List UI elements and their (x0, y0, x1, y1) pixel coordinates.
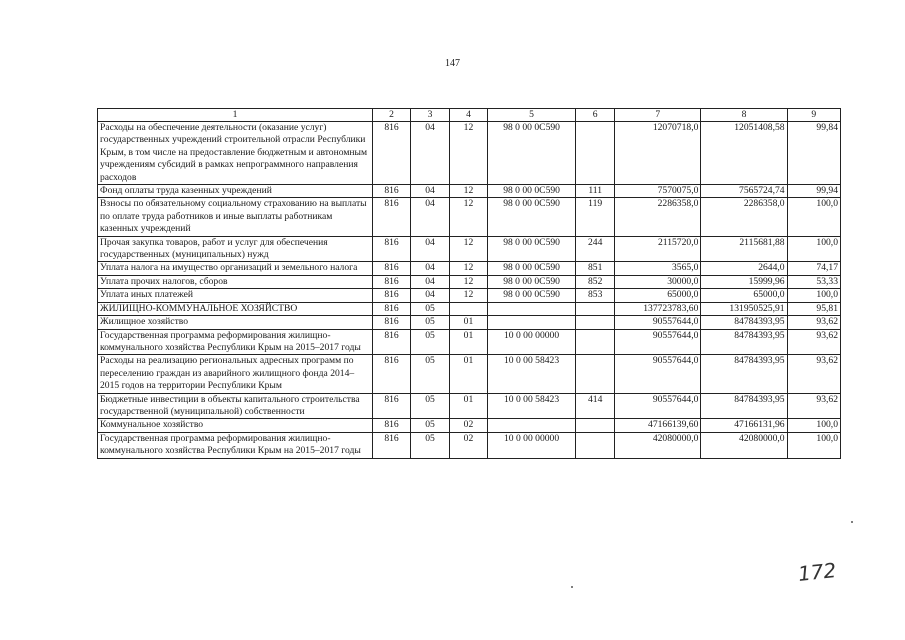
row-subsection-code: 12 (449, 236, 487, 262)
row-name: Расходы на обеспечение деятельности (оказание услуг) государственных учреждений строительной отрасли Республики Крым, в том числе на предоставление бюджетным и автономным учреждениям субсидий в рамках непрограммного направления расходов (98, 122, 373, 185)
row-percent: 100,0 (787, 236, 840, 262)
table-row (98, 198, 841, 236)
row-name: Уплата налога на имущество организаций и земельного налога (98, 262, 373, 275)
row-name: Бюджетные инвестиции в объекты капитального строительства государственной (муниципальной) собственности (98, 393, 373, 419)
column-header: 8 (701, 109, 787, 122)
row-subsection-code: 12 (449, 262, 487, 275)
row-expense-type (576, 316, 615, 329)
row-plan-amount: 47166139,60 (615, 419, 701, 432)
row-target-article: 98 0 00 0С590 (487, 262, 575, 275)
row-subsection-code: 02 (449, 419, 487, 432)
table-header-row (98, 109, 841, 122)
row-target-article: 98 0 00 0С590 (487, 289, 575, 302)
row-subsection-code: 01 (449, 329, 487, 355)
row-percent: 100,0 (787, 289, 840, 302)
row-section-code: 05 (411, 393, 450, 419)
row-actual-amount: 65000,0 (701, 289, 787, 302)
handwritten-page-mark: 172 (796, 558, 838, 586)
row-expense-type: 851 (576, 262, 615, 275)
row-actual-amount: 84784393,95 (701, 316, 787, 329)
row-name: Прочая закупка товаров, работ и услуг для обеспечения государственных (муниципальных) нужд (98, 236, 373, 262)
row-plan-amount: 65000,0 (615, 289, 701, 302)
row-expense-type: 244 (576, 236, 615, 262)
row-target-article: 10 0 00 00000 (487, 329, 575, 355)
table-row (98, 262, 841, 275)
row-plan-amount: 2286358,0 (615, 198, 701, 236)
row-plan-amount: 90557644,0 (615, 316, 701, 329)
row-section-code: 04 (411, 275, 450, 288)
row-subsection-code: 12 (449, 198, 487, 236)
row-ved-code: 816 (373, 198, 411, 236)
row-percent: 100,0 (787, 432, 840, 458)
row-plan-amount: 90557644,0 (615, 355, 701, 393)
row-section-code: 05 (411, 302, 450, 315)
row-target-article: 98 0 00 0С590 (487, 275, 575, 288)
row-target-article: 98 0 00 0С590 (487, 236, 575, 262)
table-row (98, 289, 841, 302)
page-number: 147 (445, 58, 460, 69)
row-name: Государственная программа реформирования жилищно-коммунального хозяйства Республики Крым на 2015–2017 годы (98, 329, 373, 355)
scan-speck (571, 586, 573, 588)
column-header: 9 (787, 109, 840, 122)
row-expense-type (576, 329, 615, 355)
row-ved-code: 816 (373, 262, 411, 275)
row-name: Коммунальное хозяйство (98, 419, 373, 432)
row-expense-type (576, 355, 615, 393)
row-ved-code: 816 (373, 393, 411, 419)
row-ved-code: 816 (373, 236, 411, 262)
row-subsection-code: 12 (449, 275, 487, 288)
row-ved-code: 816 (373, 329, 411, 355)
row-target-article: 98 0 00 0С590 (487, 122, 575, 185)
row-name: Расходы на реализацию региональных адресных программ по переселению граждан из аварийного жилищного фонда 2014–2015 годов на территории Республики Крым (98, 355, 373, 393)
row-ved-code: 816 (373, 419, 411, 432)
row-actual-amount: 42080000,0 (701, 432, 787, 458)
row-subsection-code: 01 (449, 316, 487, 329)
table-row (98, 355, 841, 393)
row-section-code: 05 (411, 419, 450, 432)
row-expense-type: 111 (576, 185, 615, 198)
column-header: 1 (98, 109, 373, 122)
row-section-code: 04 (411, 185, 450, 198)
row-section-code: 04 (411, 236, 450, 262)
row-section-code: 04 (411, 262, 450, 275)
row-subsection-code (449, 302, 487, 315)
column-header: 4 (449, 109, 487, 122)
row-target-article (487, 302, 575, 315)
table-row (98, 316, 841, 329)
row-actual-amount: 7565724,74 (701, 185, 787, 198)
table-row (98, 275, 841, 288)
row-actual-amount: 2115681,88 (701, 236, 787, 262)
row-actual-amount: 84784393,95 (701, 329, 787, 355)
column-header: 2 (373, 109, 411, 122)
table-row (98, 432, 841, 458)
row-section-code: 04 (411, 289, 450, 302)
row-target-article (487, 316, 575, 329)
row-expense-type (576, 122, 615, 185)
row-plan-amount: 7570075,0 (615, 185, 701, 198)
row-name: Фонд оплаты труда казенных учреждений (98, 185, 373, 198)
row-subsection-code: 12 (449, 185, 487, 198)
row-ved-code: 816 (373, 316, 411, 329)
row-subsection-code: 12 (449, 289, 487, 302)
row-actual-amount: 2644,0 (701, 262, 787, 275)
row-ved-code: 816 (373, 185, 411, 198)
row-name: Государственная программа реформирования жилищно-коммунального хозяйства Республики Крым на 2015–2017 годы (98, 432, 373, 458)
scan-speck (851, 521, 853, 523)
row-ved-code: 816 (373, 289, 411, 302)
row-ved-code: 816 (373, 275, 411, 288)
row-expense-type: 853 (576, 289, 615, 302)
row-target-article: 10 0 00 58423 (487, 355, 575, 393)
row-name: Уплата прочих налогов, сборов (98, 275, 373, 288)
row-section-code: 04 (411, 198, 450, 236)
column-header: 6 (576, 109, 615, 122)
row-expense-type (576, 302, 615, 315)
row-name: Уплата иных платежей (98, 289, 373, 302)
row-actual-amount: 12051408,58 (701, 122, 787, 185)
table-row (98, 329, 841, 355)
row-plan-amount: 90557644,0 (615, 393, 701, 419)
row-plan-amount: 30000,0 (615, 275, 701, 288)
row-ved-code: 816 (373, 355, 411, 393)
row-target-article (487, 419, 575, 432)
row-section-code: 05 (411, 329, 450, 355)
row-subsection-code: 01 (449, 355, 487, 393)
row-percent: 53,33 (787, 275, 840, 288)
row-percent: 93,62 (787, 329, 840, 355)
row-expense-type: 414 (576, 393, 615, 419)
row-target-article: 10 0 00 00000 (487, 432, 575, 458)
row-expense-type (576, 432, 615, 458)
row-percent: 99,84 (787, 122, 840, 185)
row-target-article: 98 0 00 0С590 (487, 185, 575, 198)
row-plan-amount: 90557644,0 (615, 329, 701, 355)
row-percent: 100,0 (787, 198, 840, 236)
row-name: ЖИЛИЩНО-КОММУНАЛЬНОЕ ХОЗЯЙСТВО (98, 302, 373, 315)
row-ved-code: 816 (373, 302, 411, 315)
row-plan-amount: 12070718,0 (615, 122, 701, 185)
row-expense-type: 119 (576, 198, 615, 236)
row-actual-amount: 131950525,91 (701, 302, 787, 315)
row-percent: 95,81 (787, 302, 840, 315)
row-percent: 93,62 (787, 355, 840, 393)
row-percent: 74,17 (787, 262, 840, 275)
table-row (98, 419, 841, 432)
budget-table (97, 108, 841, 459)
row-ved-code: 816 (373, 122, 411, 185)
table-row (98, 236, 841, 262)
row-percent: 93,62 (787, 393, 840, 419)
table-row (98, 122, 841, 185)
column-header: 3 (411, 109, 450, 122)
row-actual-amount: 15999,96 (701, 275, 787, 288)
row-expense-type (576, 419, 615, 432)
row-plan-amount: 42080000,0 (615, 432, 701, 458)
row-subsection-code: 02 (449, 432, 487, 458)
row-section-code: 05 (411, 432, 450, 458)
row-percent: 99,94 (787, 185, 840, 198)
row-subsection-code: 12 (449, 122, 487, 185)
row-section-code: 04 (411, 122, 450, 185)
row-actual-amount: 2286358,0 (701, 198, 787, 236)
row-ved-code: 816 (373, 432, 411, 458)
row-plan-amount: 3565,0 (615, 262, 701, 275)
row-plan-amount: 137723783,60 (615, 302, 701, 315)
row-actual-amount: 47166131,96 (701, 419, 787, 432)
row-actual-amount: 84784393,95 (701, 393, 787, 419)
row-percent: 100,0 (787, 419, 840, 432)
row-section-code: 05 (411, 316, 450, 329)
row-actual-amount: 84784393,95 (701, 355, 787, 393)
table-row (98, 393, 841, 419)
row-percent: 93,62 (787, 316, 840, 329)
column-header: 7 (615, 109, 701, 122)
row-plan-amount: 2115720,0 (615, 236, 701, 262)
row-target-article: 98 0 00 0С590 (487, 198, 575, 236)
column-header: 5 (487, 109, 575, 122)
table-row (98, 185, 841, 198)
row-name: Взносы по обязательному социальному страхованию на выплаты по оплате труда работников и иные выплаты работникам казенных учреждений (98, 198, 373, 236)
row-name: Жилищное хозяйство (98, 316, 373, 329)
row-target-article: 10 0 00 58423 (487, 393, 575, 419)
table-row (98, 302, 841, 315)
row-subsection-code: 01 (449, 393, 487, 419)
row-expense-type: 852 (576, 275, 615, 288)
row-section-code: 05 (411, 355, 450, 393)
